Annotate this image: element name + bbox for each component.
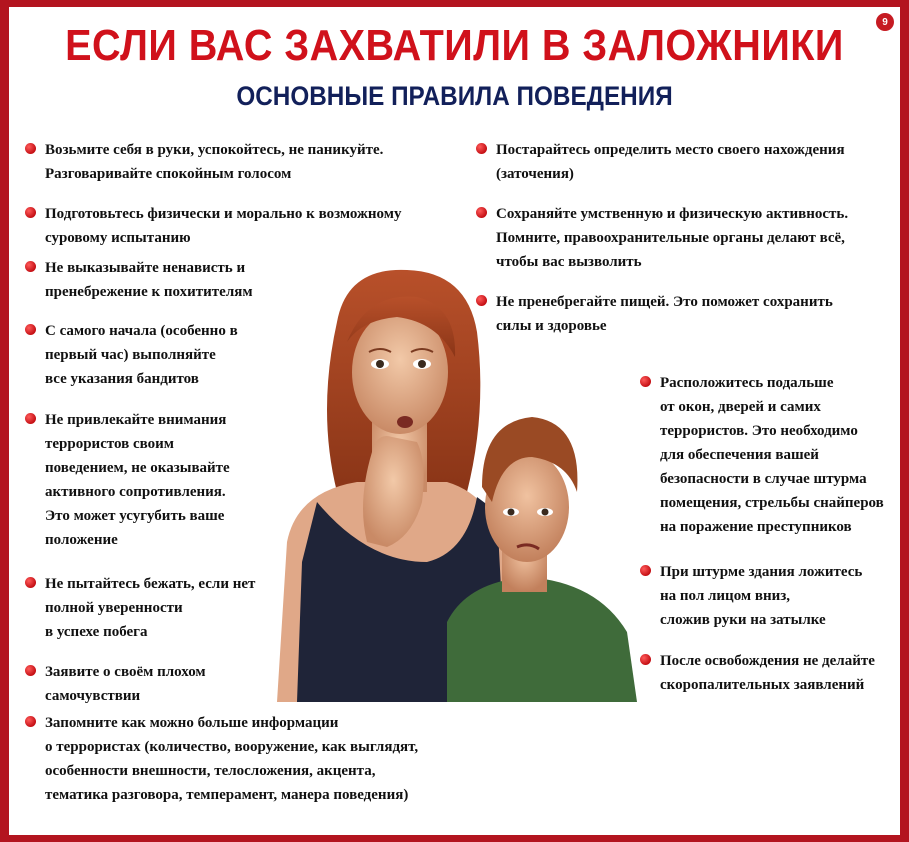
rule-text: Сохраняйте умственную и физическую активность. Помните, правоохранительные органы делают всё, чтобы вас вызволить	[496, 206, 849, 270]
rule-distance	[660, 371, 895, 539]
poster-subtitle: ОСНОВНЫЕ ПРАВИЛА ПОВЕДЕНИЯ	[236, 81, 673, 111]
bullet-icon	[25, 261, 36, 272]
rule-text: Запомните как можно больше информации о террористах (количество, вооружение, как выглядят, особенности внешности, телосложения, акцента, тематика разговора, темперамент, манера поведения)	[45, 715, 419, 803]
rule-text: Не привлекайте внимания террористов своим поведением, не оказывайте активного сопротивления. Это может усугубить ваше положение	[45, 412, 230, 548]
rule-no-attention	[45, 408, 545, 552]
rule-text: Заявите о своём плохом самочувствии	[45, 664, 206, 704]
rule-calm	[45, 138, 545, 186]
rule-location	[496, 138, 886, 186]
rule-no-hate	[45, 256, 545, 304]
rule-text: При штурме здания ложитесь на пол лицом вниз, сложив руки на затылке	[660, 564, 863, 628]
rule-lie-down	[660, 560, 895, 632]
rule-text: Расположитесь подальше от окон, дверей и самих террористов. Это необходимо для обеспечения вашей безопасности в случае штурма помещения, стрельбы снайперов на поражение преступников	[660, 375, 884, 535]
bullet-icon	[25, 716, 36, 727]
bullet-icon	[476, 207, 487, 218]
bullet-icon	[476, 295, 487, 306]
bullet-icon	[640, 565, 651, 576]
bullet-icon	[25, 324, 36, 335]
rule-food	[496, 290, 886, 338]
rule-health	[45, 660, 545, 708]
rule-activity	[496, 202, 886, 274]
bullet-icon	[25, 577, 36, 588]
poster	[9, 7, 900, 835]
bullet-icon	[25, 413, 36, 424]
poster-title: ЕСЛИ ВАС ЗАХВАТИЛИ В ЗАЛОЖНИКИ	[65, 21, 844, 70]
rule-text: Не пытайтесь бежать, если нет полной уверенности в успехе побега	[45, 576, 256, 640]
bullet-icon	[640, 654, 651, 665]
rule-obey	[45, 319, 545, 391]
page-number-badge: 9	[876, 13, 894, 31]
rule-text: Постарайтесь определить место своего нахождения (заточения)	[496, 142, 845, 182]
bullet-icon	[476, 143, 487, 154]
rule-text: С самого начала (особенно в первый час) выполняйте все указания бандитов	[45, 323, 238, 387]
rule-no-statements	[660, 649, 895, 697]
rule-text: Возьмите себя в руки, успокойтесь, не паникуйте. Разговаривайте спокойным голосом	[45, 142, 384, 182]
rule-remember	[45, 711, 545, 807]
bullet-icon	[25, 143, 36, 154]
rule-text: После освобождения не делайте скоропалительных заявлений	[660, 653, 875, 693]
rule-prepare	[45, 202, 545, 250]
rule-text: Не пренебрегайте пищей. Это поможет сохранить силы и здоровье	[496, 294, 833, 334]
bullet-icon	[640, 376, 651, 387]
rule-text: Подготовьтесь физически и морально к возможному суровому испытанию	[45, 206, 402, 246]
bullet-icon	[25, 665, 36, 676]
rule-no-escape	[45, 572, 545, 644]
bullet-icon	[25, 207, 36, 218]
rule-text: Не выказывайте ненависть и пренебрежение к похитителям	[45, 260, 253, 300]
